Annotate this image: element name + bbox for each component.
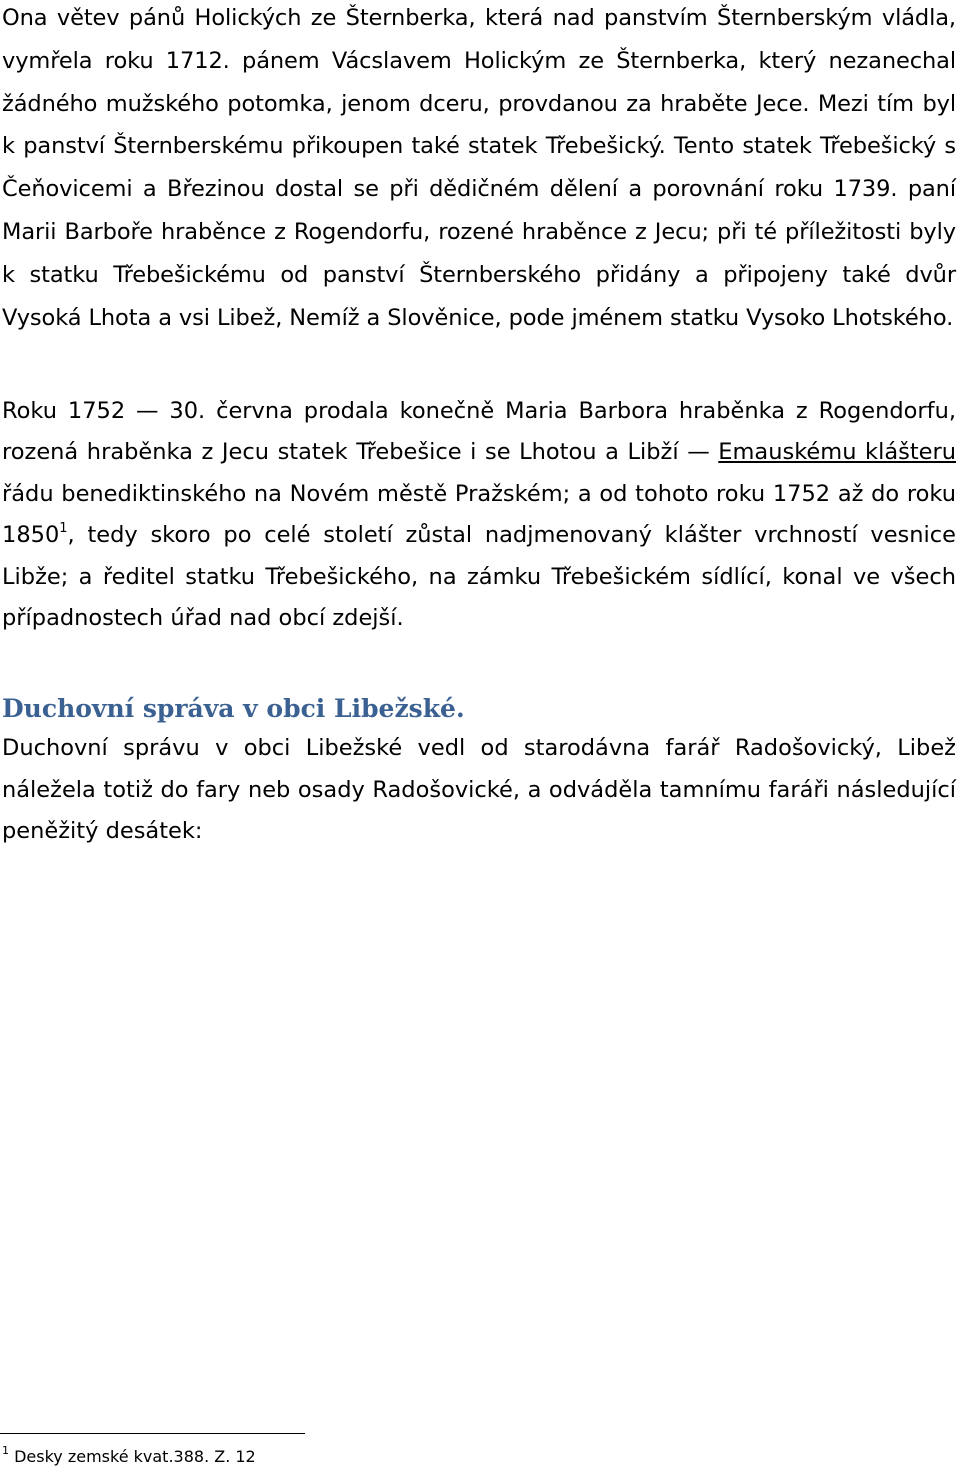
paragraph-text: Ona větev pánů Holických ze Šternberka, která nad panstvím Šternberským vládla, vymřela roku 1712. pánem Vácslavem Holickým ze Šternberka, který nezanechal žádného mužského potomka, jenom dceru, provdanou za hraběte Jece. Mezi tím byl k panství Šternberskému přikoupen také statek Třebešický. Tento statek Třebešický s Čeňovicemi a Březinou dostal se při dědičném dělení a porovnání roku 1739. paní Marii Barboře hraběnce z Rogendorfu, rozené hraběnce z Jecu; při té příležitosti byly k statku Třebešickému od panství Šternberského přidány a připojeny také dvůr Vysoká Lhota a vsi Libež, Nemíž a Slověnice, pode jménem statku Vysoko Lhotského.: [2, 5, 956, 331]
paragraph-text-part2: řádu benediktinského na Novém městě Pražském; a od tohoto roku 1752 až do roku 1850: [2, 480, 956, 549]
paragraph-sternberk-history: [2, 0, 956, 339]
emaus-monastery-link[interactable]: Emauskému klášteru: [718, 439, 957, 466]
footnote-reference[interactable]: 1: [59, 521, 68, 537]
section-heading: Duchovní správa v obci Libežské.: [2, 694, 465, 723]
paragraph-text-part3: , tedy skoro po celé století zůstal nadjmenovaný klášter vrchností vesnice Libže; a ředitel statku Třebešického, na zámku Třebešickém sídlící, konal ve všech případnostech úřad nad obcí zdejší.: [2, 522, 956, 632]
footnote-separator: [0, 1433, 305, 1434]
paragraph-text: Duchovní správu v obci Libežské vedl od starodávna farář Radošovický, Libež náležela totiž do fary neb osady Radošovické, a odváděla tamnímu faráři následující peněžitý desátek:: [2, 735, 956, 844]
paragraph-spiritual-administration: [2, 728, 956, 853]
paragraph-emaus-sale: [2, 391, 956, 639]
footnote-number: 1: [2, 1444, 9, 1457]
footnote-text: Desky zemské kvat.388. Z. 12: [9, 1447, 256, 1466]
paragraph-text-part1: Roku 1752 — 30. června prodala konečně Maria Barbora hraběnka z Rogendorfu, rozená hraběnka z Jecu statek Třebešice i se Lhotou a Libží —: [2, 398, 956, 466]
footnote: [2, 1445, 256, 1469]
